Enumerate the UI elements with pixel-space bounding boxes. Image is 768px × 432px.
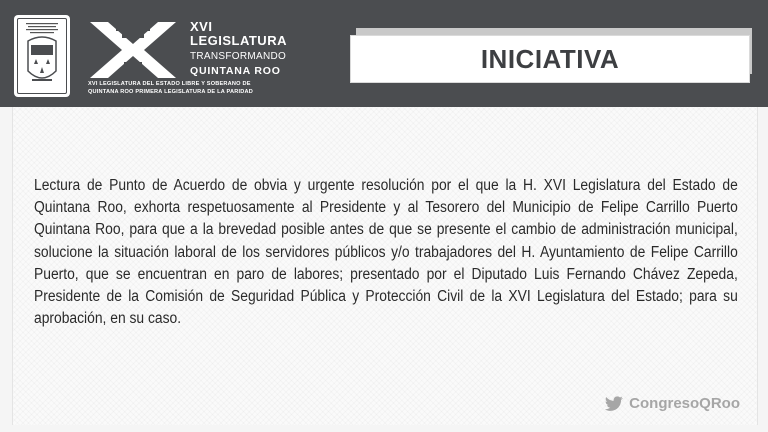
header-bar	[0, 0, 768, 107]
tagline-1: TRANSFORMANDO	[190, 51, 287, 62]
legislature-word: LEGISLATURA	[190, 33, 287, 48]
legislature-number: XVI	[190, 19, 213, 34]
initiative-text: Lectura de Punto de Acuerdo de obvia y urgente resolución por el que la H. XVI Legislatura del Estado de Quintana Roo, exhorta respetuosamente al Presidente y al Tesorero del Municipio de Felipe Carrillo Puerto Quintana Roo, para que a la brevedad posible antes de que se presente el cambio de administración municipal, solucione la situación laboral de los servidores públicos y/o trabajadores del H. Ayuntamiento de Felipe Carrillo Puerto, que se encuentran en paro de labores; presentado por el Diputado Luis Fernando Chávez Zepeda, Presidente de la Comisión de Seguridad Pública y Protección Civil de la XVI Legislatura del Estado; para su aprobación, en su caso.	[34, 177, 738, 328]
state-emblem	[14, 15, 70, 97]
twitter-bird-icon	[604, 396, 624, 412]
legislature-logo-icon	[86, 16, 180, 80]
legislature-subtitle	[88, 80, 288, 96]
social-handle-text: CongresoQRoo	[629, 395, 740, 412]
social-handle[interactable]	[604, 395, 740, 412]
coat-of-arms-icon	[18, 19, 66, 93]
legislature-title	[190, 20, 287, 78]
subtitle-line-1: XVI LEGISLATURA DEL ESTADO LIBRE Y SOBERANO DE	[88, 81, 251, 87]
tagline-2: QUINTANA ROO	[190, 65, 281, 77]
banner-title: INICIATIVA	[480, 43, 620, 74]
banner-box	[350, 35, 750, 83]
subtitle-line-2: QUINTANA ROO PRIMERA LEGISLATURA DE LA PARIDAD	[88, 89, 253, 95]
